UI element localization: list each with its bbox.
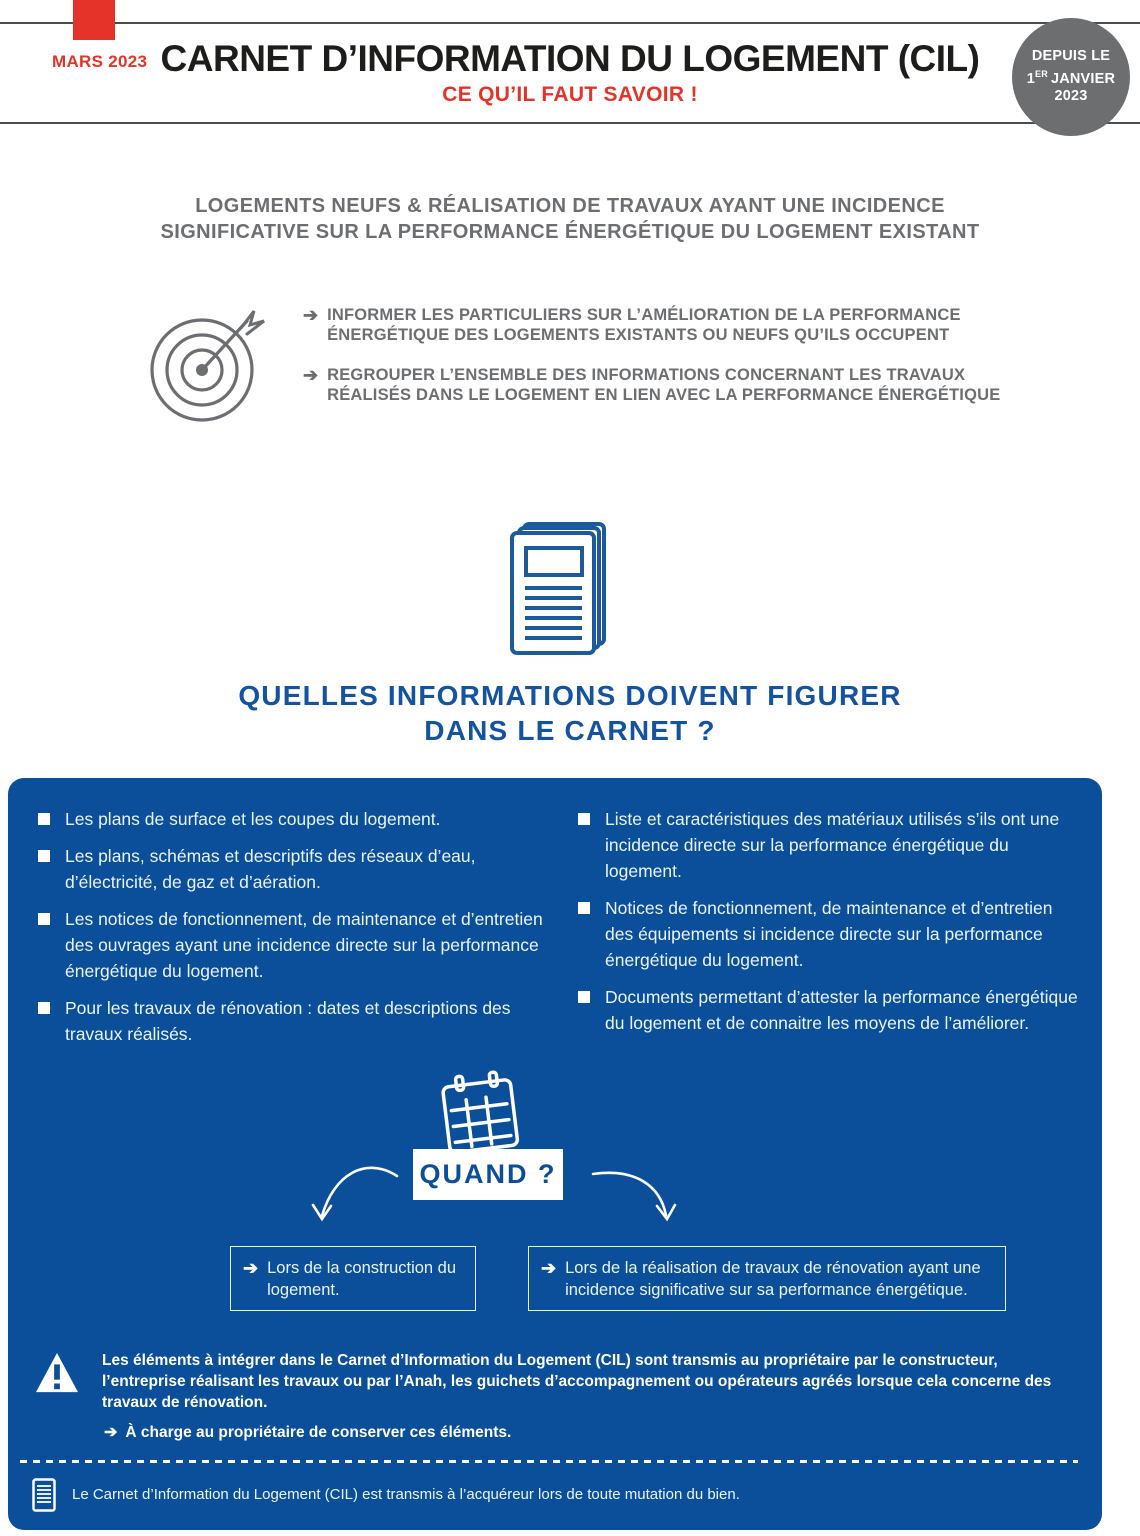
warning-text: Les éléments à intégrer dans le Carnet d’Information du Logement (CIL) sont transmis au propriétaire par le constructeur, l’entreprise réalisant les travaux ou par l’Anah, les guichets d’accompagnement ou opérateurs agréés lorsque cela concerne des travaux de rénovation. [102,1352,1052,1411]
warning-text-block [102,1350,1082,1443]
date-label: MARS 2023 [52,52,148,71]
square-bullet-icon [578,902,590,914]
square-bullet-icon [38,913,50,925]
red-accent-block [73,0,115,40]
list-item: Les notices de fonctionnement, de maintenance et d’entretien des ouvrages ayant une incidence directe sur la performance énergétique du logement. [38,906,543,984]
warning-block [34,1350,1082,1443]
square-bullet-icon [38,1002,50,1014]
goals-list [303,306,1003,426]
panel-columns [38,806,1078,1058]
when-label-box [413,1149,563,1200]
warning-note: ➔ À charge au propriétaire de conserver ces éléments. [104,1424,512,1441]
list-item: Notices de fonctionnement, de maintenance et d’entretien des équipements si incidence directe sur la performance énergétique du logement. [578,895,1078,973]
target-icon [146,298,271,426]
arrow-right-icon: ➔ [243,1258,259,1278]
question-line2: DANS LE CARNET ? [424,715,716,746]
footer-note-text: Le Carnet d’Information du Logement (CIL) est transmis à l’acquéreur lors de toute mutation du bien. [72,1486,740,1503]
goal-item [303,366,1003,405]
since-date-badge [1012,18,1130,136]
dashed-separator [20,1460,1078,1463]
when-label: QUAND ? [419,1159,557,1189]
badge-line2: 1ER JANVIER [1026,68,1116,87]
list-item: Les plans de surface et les coupes du logement. [38,806,543,832]
arrow-right-icon: ➔ [104,1424,118,1441]
warning-triangle-icon [34,1350,80,1394]
info-panel [8,778,1102,1530]
arrow-right-icon: ➔ [541,1258,557,1278]
square-bullet-icon [578,813,590,825]
page-subtitle: CE QU’IL FAUT SAVOIR ! [442,83,698,106]
question-heading [0,678,1140,748]
arrow-right-icon: ➔ [303,305,319,325]
header-top-rule [0,22,1140,24]
when-box-renovation: ➔ Lors de la réalisation de travaux de rénovation ayant une incidence significative sur sa performance énergétique. [528,1246,1006,1311]
panel-column-right [578,806,1078,1058]
section-heading [0,193,1140,245]
badge-line1: DEPUIS LE [1031,48,1111,65]
list-item: Pour les travaux de rénovation : dates et descriptions des travaux réalisés. [38,995,543,1047]
arrow-right-icon: ➔ [303,365,319,385]
goal-text: REGROUPER L’ENSEMBLE DES INFORMATIONS CONCERNANT LES TRAVAUX RÉALISÉS DANS LE LOGEMENT EN LIEN AVEC LA PERFORMANCE ÉNERGÉTIQUE [327,366,1001,404]
list-item: Documents permettant d’attester la performance énergétique du logement et de connaitre les moyens de l’améliorer. [578,984,1078,1036]
section-heading-line2: SIGNIFICATIVE SUR LA PERFORMANCE ÉNERGÉTIQUE DU LOGEMENT EXISTANT [160,221,980,243]
footer-note [32,1478,740,1512]
list-item: Les plans, schémas et descriptifs des réseaux d’eau, d’électricité, de gaz et d’aération. [38,843,543,895]
header-titles [0,38,1140,107]
square-bullet-icon [38,850,50,862]
page-title: CARNET D’INFORMATION DU LOGEMENT (CIL) [160,38,980,79]
document-icon [32,1478,56,1512]
goal-item [303,306,1003,345]
badge-line3: 2023 [1054,88,1088,105]
documents-stack-icon [502,518,622,658]
header-bottom-rule [0,122,1140,124]
section-heading-line1: LOGEMENTS NEUFS & RÉALISATION DE TRAVAUX AYANT UNE INCIDENCE [195,195,945,217]
calendar-icon [433,1066,529,1162]
square-bullet-icon [38,813,50,825]
question-line1: QUELLES INFORMATIONS DOIVENT FIGURER [238,680,902,711]
square-bullet-icon [578,991,590,1003]
panel-column-left [38,806,543,1058]
goal-text: INFORMER LES PARTICULIERS SUR L’AMÉLIORATION DE LA PERFORMANCE ÉNERGÉTIQUE DES LOGEMENTS EXISTANTS OU NEUFS QU’ILS OCCUPENT [327,306,961,344]
when-box-construction: ➔ Lors de la construction du logement. [230,1246,476,1311]
list-item: Liste et caractéristiques des matériaux utilisés s’ils ont une incidence directe sur la performance énergétique du logement. [578,806,1078,884]
